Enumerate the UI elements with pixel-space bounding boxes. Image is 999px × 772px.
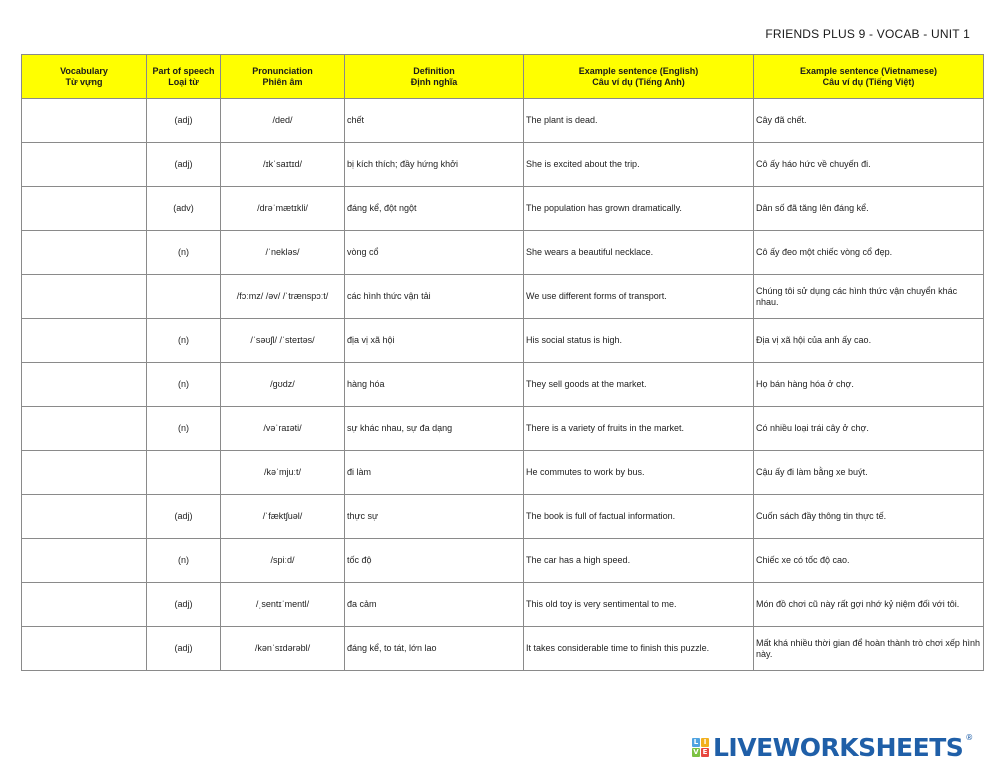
table-row [22,275,984,319]
part-of-speech-cell: (adj) [147,627,221,671]
example-vietnamese-cell: Món đồ chơi cũ này rất gợi nhớ kỷ niệm đối với tôi. [754,583,984,627]
vocabulary-cell[interactable] [22,99,147,143]
table-row [22,187,984,231]
example-english-cell: We use different forms of transport. [524,275,754,319]
part-of-speech-cell: (n) [147,539,221,583]
table-row [22,627,984,671]
definition-cell: địa vị xã hội [345,319,524,363]
table-row [22,407,984,451]
pronunciation-cell: /ɪkˈsaɪtɪd/ [221,143,345,187]
example-vietnamese-cell: Cậu ấy đi làm bằng xe buýt. [754,451,984,495]
example-vietnamese-cell: Chiếc xe có tốc độ cao. [754,539,984,583]
page-title: FRIENDS PLUS 9 - VOCAB - UNIT 1 [765,27,970,41]
pronunciation-cell: /spiːd/ [221,539,345,583]
definition-cell: tốc độ [345,539,524,583]
pronunciation-cell: /ˌsentɪˈmentl/ [221,583,345,627]
example-vietnamese-cell: Cô ấy đeo một chiếc vòng cổ đẹp. [754,231,984,275]
pronunciation-cell: /ded/ [221,99,345,143]
header-part-of-speech: Part of speech Loại từ [147,55,221,99]
brand-text: LIVEWORKSHEETS [713,732,964,762]
vocabulary-cell[interactable] [22,363,147,407]
example-english-cell: He commutes to work by bus. [524,451,754,495]
table-row [22,583,984,627]
definition-cell: đáng kể, đột ngột [345,187,524,231]
example-english-cell: The car has a high speed. [524,539,754,583]
example-vietnamese-cell: Mất khá nhiều thời gian để hoàn thành trò chơi xếp hình này. [754,627,984,671]
vocabulary-cell[interactable] [22,539,147,583]
definition-cell: đi làm [345,451,524,495]
pronunciation-cell: /ˈnekləs/ [221,231,345,275]
example-vietnamese-cell: Chúng tôi sử dụng các hình thức vận chuyển khác nhau. [754,275,984,319]
header-pronunciation: Pronunciation Phiên âm [221,55,345,99]
part-of-speech-cell [147,275,221,319]
table-row [22,143,984,187]
part-of-speech-cell: (n) [147,363,221,407]
vocabulary-cell[interactable] [22,451,147,495]
definition-cell: vòng cổ [345,231,524,275]
example-vietnamese-cell: Cây đã chết. [754,99,984,143]
vocabulary-cell[interactable] [22,583,147,627]
table-row [22,363,984,407]
table-row [22,539,984,583]
part-of-speech-cell: (adj) [147,495,221,539]
table-body [22,99,984,671]
registered-mark: ® [965,733,974,742]
vocabulary-cell[interactable] [22,275,147,319]
pronunciation-cell: /ˈfæktʃuəl/ [221,495,345,539]
example-english-cell: It takes considerable time to finish this puzzle. [524,627,754,671]
vocabulary-cell[interactable] [22,187,147,231]
definition-cell: hàng hóa [345,363,524,407]
part-of-speech-cell: (adj) [147,143,221,187]
part-of-speech-cell [147,451,221,495]
example-english-cell: This old toy is very sentimental to me. [524,583,754,627]
table-row [22,319,984,363]
header-example-vietnamese: Example sentence (Vietnamese) Câu ví dụ (Tiếng Việt) [754,55,984,99]
table-row [22,231,984,275]
definition-cell: đa cảm [345,583,524,627]
example-vietnamese-cell: Họ bán hàng hóa ở chợ. [754,363,984,407]
pronunciation-cell: /ɡʊdz/ [221,363,345,407]
pronunciation-cell: /fɔːmz/ /əv/ /ˈtrænspɔːt/ [221,275,345,319]
table-row [22,99,984,143]
part-of-speech-cell: (n) [147,319,221,363]
part-of-speech-cell: (n) [147,407,221,451]
definition-cell: các hình thức vận tải [345,275,524,319]
pronunciation-cell: /drəˈmætɪkli/ [221,187,345,231]
example-vietnamese-cell: Địa vị xã hội của anh ấy cao. [754,319,984,363]
example-vietnamese-cell: Dân số đã tăng lên đáng kể. [754,187,984,231]
vocabulary-cell[interactable] [22,143,147,187]
table-row [22,495,984,539]
vocabulary-cell[interactable] [22,407,147,451]
vocabulary-cell[interactable] [22,231,147,275]
pronunciation-cell: /kəˈmjuːt/ [221,451,345,495]
header-definition: Definition Định nghĩa [345,55,524,99]
definition-cell: thực sự [345,495,524,539]
part-of-speech-cell: (adj) [147,99,221,143]
table-header-row [22,55,984,99]
example-english-cell: She is excited about the trip. [524,143,754,187]
definition-cell: bị kích thích; đầy hứng khởi [345,143,524,187]
vocabulary-table [21,54,984,671]
table-row [22,451,984,495]
pronunciation-cell: /vəˈraɪəti/ [221,407,345,451]
definition-cell: chết [345,99,524,143]
example-english-cell: The book is full of factual information. [524,495,754,539]
liveworksheets-logo [692,732,974,762]
pronunciation-cell: /ˈsəʊʃl/ /ˈsteɪtəs/ [221,319,345,363]
pronunciation-cell: /kənˈsɪdərəbl/ [221,627,345,671]
header-example-english: Example sentence (English) Câu ví dụ (Tiếng Anh) [524,55,754,99]
liveworksheets-icon: L I V E [693,737,708,756]
example-english-cell: They sell goods at the market. [524,363,754,407]
example-english-cell: His social status is high. [524,319,754,363]
definition-cell: sự khác nhau, sự đa dạng [345,407,524,451]
vocabulary-cell[interactable] [22,319,147,363]
part-of-speech-cell: (adj) [147,583,221,627]
example-english-cell: She wears a beautiful necklace. [524,231,754,275]
example-english-cell: The plant is dead. [524,99,754,143]
header-vocabulary: Vocabulary Từ vựng [22,55,147,99]
example-vietnamese-cell: Cô ấy háo hức về chuyến đi. [754,143,984,187]
vocabulary-cell[interactable] [22,495,147,539]
vocabulary-cell[interactable] [22,627,147,671]
example-english-cell: The population has grown dramatically. [524,187,754,231]
part-of-speech-cell: (n) [147,231,221,275]
definition-cell: đáng kể, to tát, lớn lao [345,627,524,671]
part-of-speech-cell: (adv) [147,187,221,231]
example-english-cell: There is a variety of fruits in the market. [524,407,754,451]
example-vietnamese-cell: Có nhiều loại trái cây ở chợ. [754,407,984,451]
example-vietnamese-cell: Cuốn sách đầy thông tin thực tế. [754,495,984,539]
